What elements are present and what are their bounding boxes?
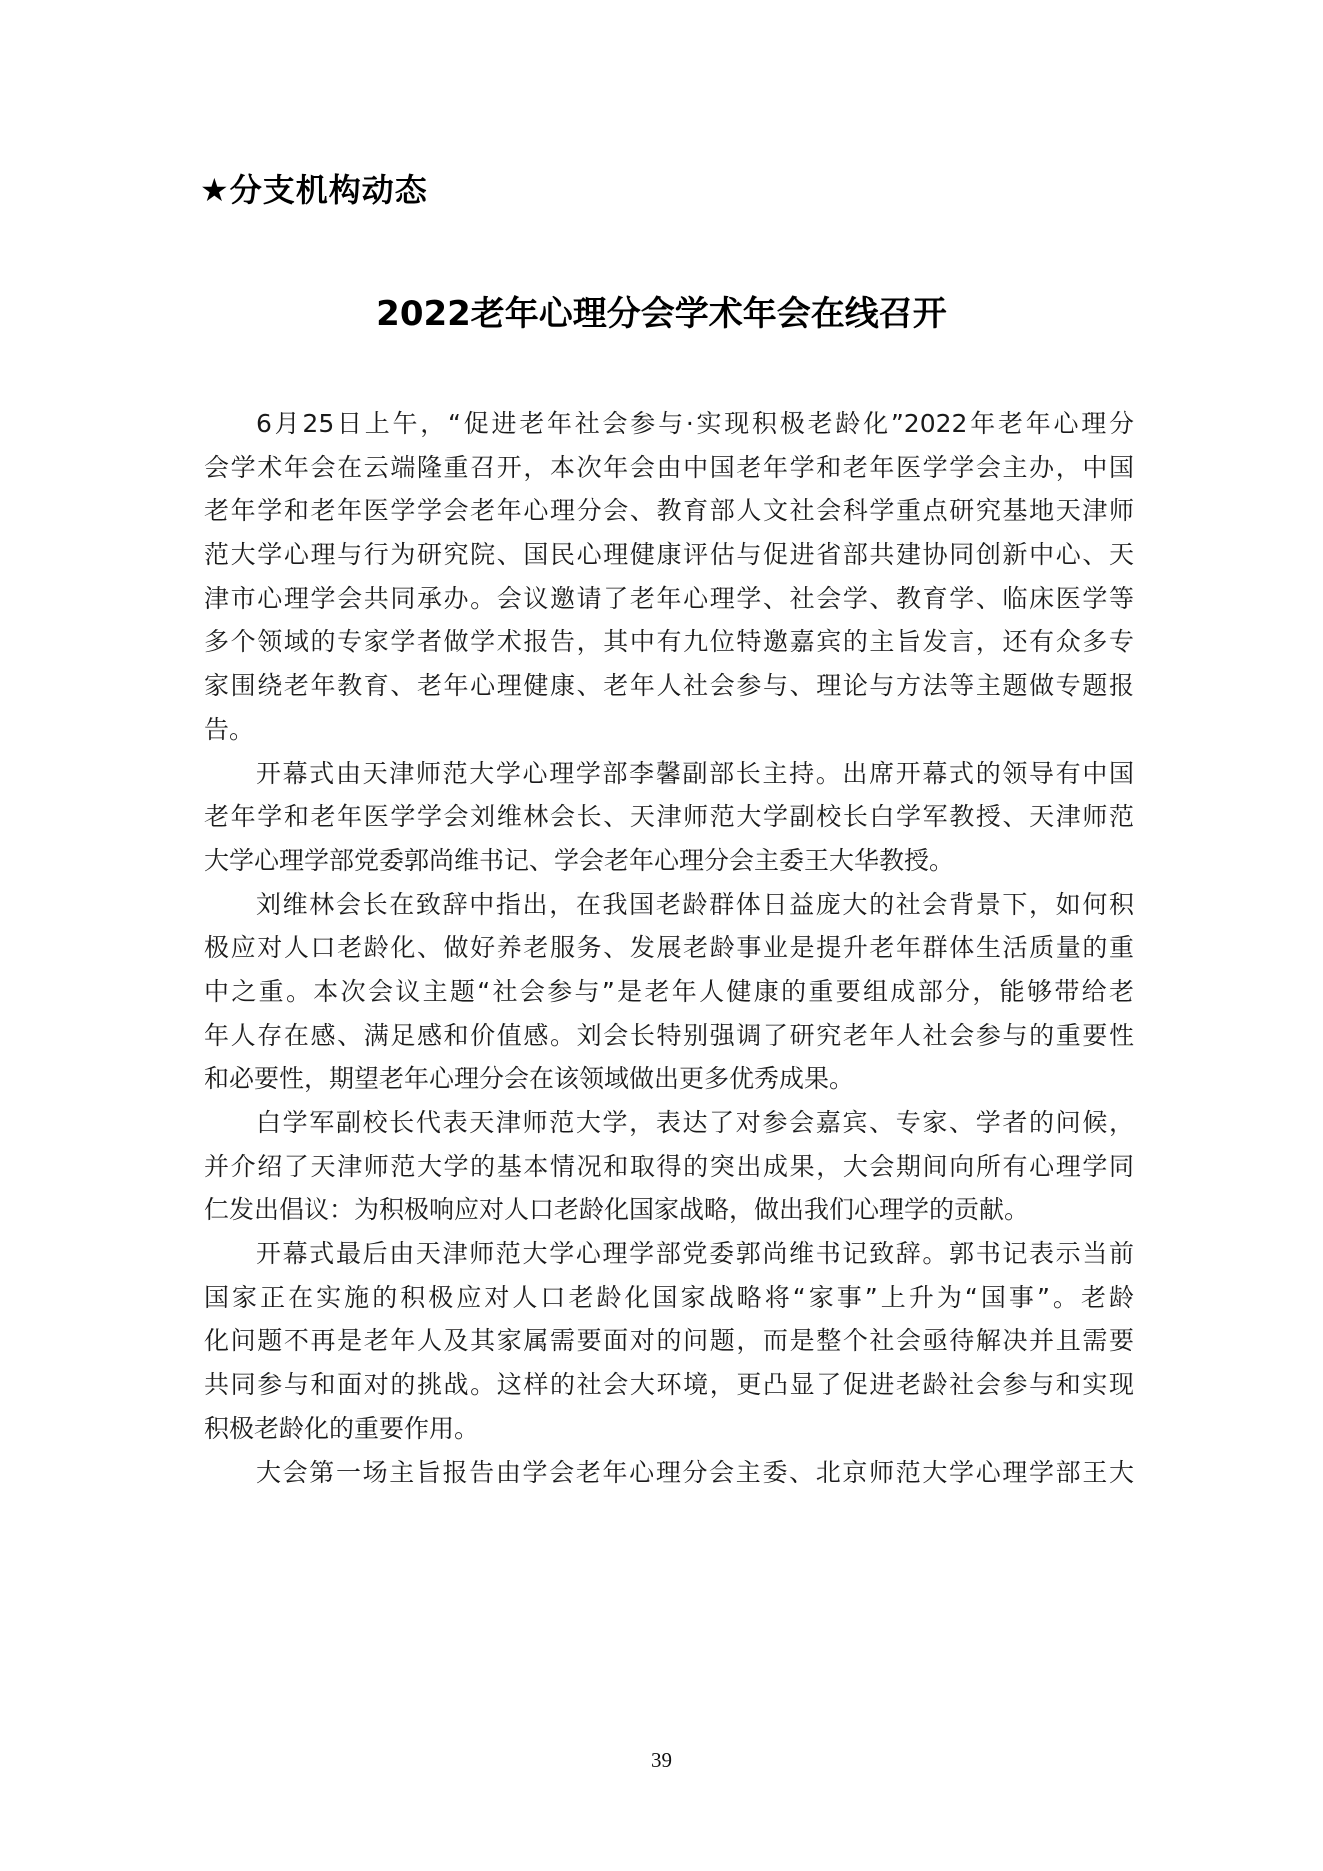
body-line: 中之重。本次会议主题“社会参与”是老年人健康的重要组成部分，能够带给老 [204, 976, 1134, 1006]
body-line: 刘维林会长在致辞中指出，在我国老龄群体日益庞大的社会背景下，如何积 [256, 889, 1134, 919]
body-line: 老年学和老年医学学会刘维林会长、天津师范大学副校长白学军教授、天津师范 [204, 802, 1134, 832]
body-line: 老年学和老年医学学会老年心理分会、教育部人文社会科学重点研究基地天津师 [204, 496, 1134, 526]
body-line: 开幕式最后由天津师范大学心理学部党委郭尚维书记致辞。郭书记表示当前 [256, 1239, 1134, 1269]
body-line: 大学心理学部党委郭尚维书记、学会老年心理分会主委王大华教授。 [204, 845, 955, 875]
body-line: 共同参与和面对的挑战。这样的社会大环境，更凸显了促进老龄社会参与和实现 [204, 1370, 1134, 1400]
body-line: 国家正在实施的积极应对人口老龄化国家战略将“家事”上升为“国事”。老龄 [204, 1282, 1134, 1312]
body-line: 范大学心理与行为研究院、国民心理健康评估与促进省部共建协同创新中心、天 [204, 540, 1134, 570]
body-line: 家围绕老年教育、老年心理健康、老年人社会参与、理论与方法等主题做专题报 [204, 671, 1134, 701]
body-line: 积极老龄化的重要作用。 [204, 1413, 480, 1443]
section-header: ★分支机构动态 [200, 171, 428, 209]
body-line: 津市心理学会共同承办。会议邀请了老年心理学、社会学、教育学、临床医学等 [204, 583, 1134, 613]
article-body [204, 402, 1134, 1494]
body-line: 告。 [204, 714, 255, 744]
body-line: 白学军副校长代表天津师范大学，表达了对参会嘉宾、专家、学者的问候， [256, 1108, 1134, 1137]
body-line: 和必要性，期望老年心理分会在该领域做出更多优秀成果。 [204, 1064, 855, 1094]
body-line: 6月25日上午，“促进老年社会参与·实现积极老龄化”2022年老年心理分 [256, 409, 1134, 438]
body-line: 大会第一场主旨报告由学会老年心理分会主委、北京师范大学心理学部王大 [256, 1457, 1134, 1487]
body-line: 多个领域的专家学者做学术报告，其中有九位特邀嘉宾的主旨发言，还有众多专 [204, 627, 1134, 657]
body-line: 会学术年会在云端隆重召开，本次年会由中国老年学和老年医学学会主办，中国 [204, 452, 1134, 482]
body-line: 开幕式由天津师范大学心理学部李馨副部长主持。出席开幕式的领导有中国 [256, 758, 1134, 788]
page-number: 39 [651, 1748, 672, 1772]
body-line: 年人存在感、满足感和价值感。刘会长特别强调了研究老年人社会参与的重要性 [204, 1020, 1134, 1050]
body-line: 化问题不再是老年人及其家属需要面对的问题，而是整个社会亟待解决并且需要 [204, 1326, 1134, 1356]
body-line: 仁发出倡议：为积极响应对人口老龄化国家战略，做出我们心理学的贡献。 [204, 1195, 1030, 1225]
body-line: 并介绍了天津师范大学的基本情况和取得的突出成果，大会期间向所有心理学同 [204, 1151, 1134, 1181]
article-title: 2022老年心理分会学术年会在线召开 [376, 294, 947, 334]
body-line: 极应对人口老龄化、做好养老服务、发展老龄事业是提升老年群体生活质量的重 [204, 933, 1134, 963]
